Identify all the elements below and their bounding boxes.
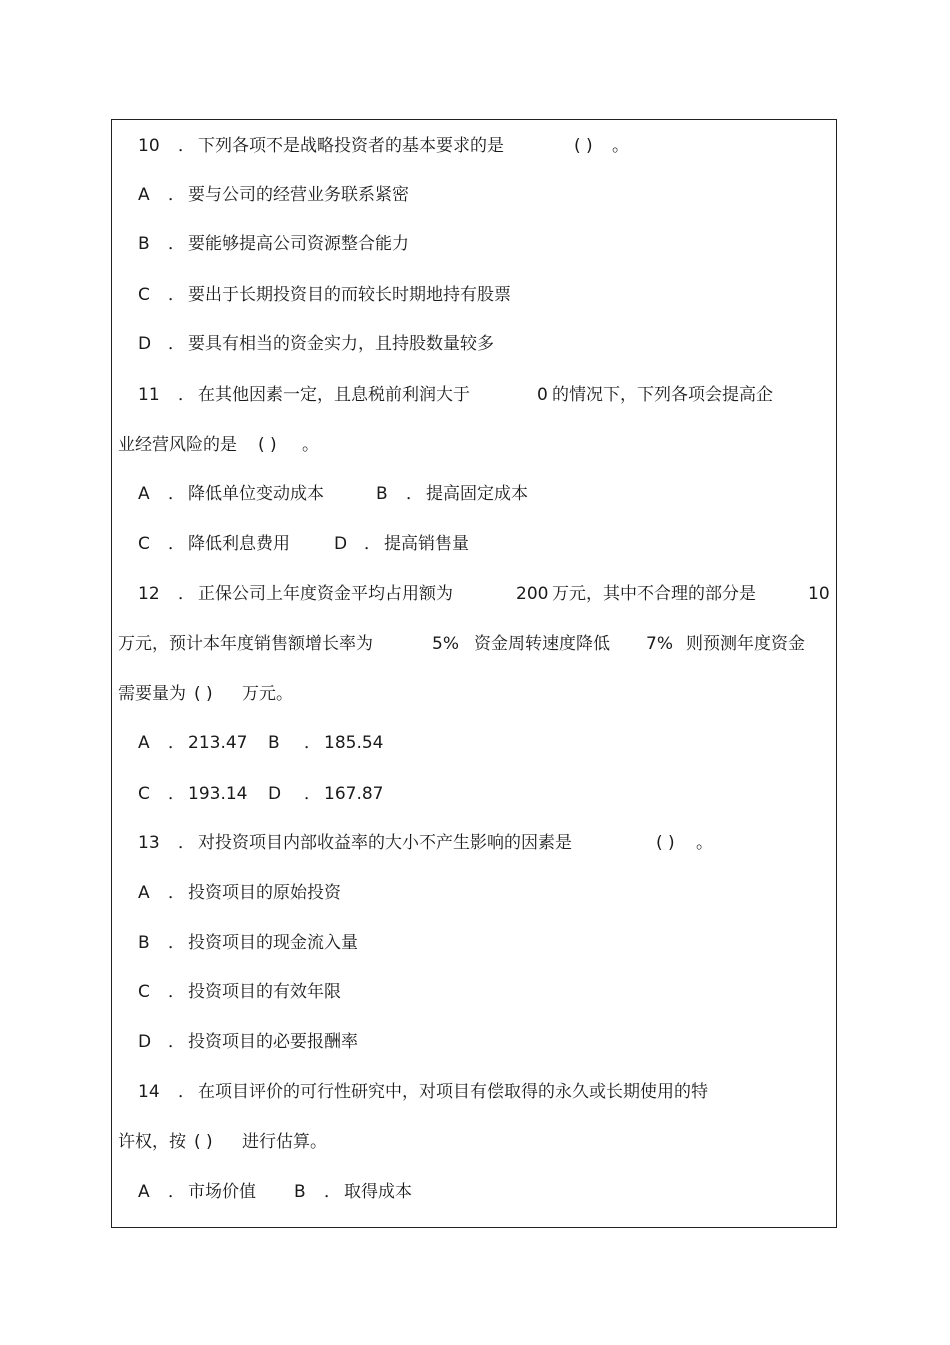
option-letter: A xyxy=(138,185,150,205)
question-text: 资金周转速度降低 xyxy=(474,634,610,654)
option-letter: A xyxy=(138,484,150,504)
option-text: 降低利息费用 xyxy=(188,534,290,554)
option-text: 要与公司的经营业务联系紧密 xyxy=(188,185,409,205)
question-text: 需要量为 xyxy=(118,684,186,704)
question-text: 业经营风险的是 xyxy=(118,435,237,455)
dot: ． xyxy=(406,484,423,504)
dot: ． xyxy=(168,534,185,554)
option-text: 213.47 xyxy=(188,733,248,753)
question-text: 在其他因素一定，且息税前利润大于 xyxy=(198,385,470,405)
option-letter: C xyxy=(138,534,150,554)
option-text: 167.87 xyxy=(324,784,384,804)
option-text: 要出于长期投资目的而较长时期地持有股票 xyxy=(188,285,511,305)
dot: ． xyxy=(168,334,185,354)
dot: ． xyxy=(168,484,185,504)
question-number: 10 xyxy=(138,136,160,156)
dot: ． xyxy=(178,136,195,156)
option-text: 提高固定成本 xyxy=(426,484,528,504)
option-text: 要能够提高公司资源整合能力 xyxy=(188,234,409,254)
question-text: 则预测年度资金 xyxy=(686,634,805,654)
option-letter: A xyxy=(138,1182,150,1202)
dot: ． xyxy=(168,883,185,903)
dot: ． xyxy=(168,784,185,804)
question-number: 13 xyxy=(138,833,160,853)
dot: ． xyxy=(324,1182,341,1202)
dot: ． xyxy=(168,982,185,1002)
option-letter: B xyxy=(376,484,388,504)
sentence-end: 。 xyxy=(612,136,629,156)
option-letter: D xyxy=(268,784,282,804)
dot: ． xyxy=(168,1182,185,1202)
question-text: 万元，预计本年度销售额增长率为 xyxy=(118,634,373,654)
question-number: 11 xyxy=(138,385,160,405)
option-letter: C xyxy=(138,982,150,1002)
question-text: 的情况下，下列各项会提高企 xyxy=(552,385,773,405)
option-letter: D xyxy=(334,534,348,554)
option-letter: B xyxy=(294,1182,306,1202)
question-value: 7% xyxy=(646,634,673,654)
question-text: 下列各项不是战略投资者的基本要求的是 xyxy=(198,136,504,156)
option-text: 降低单位变动成本 xyxy=(188,484,324,504)
question-value: 10 xyxy=(808,584,830,604)
question-value: 200 xyxy=(516,584,549,604)
option-text: 取得成本 xyxy=(344,1182,412,1202)
question-number: 12 xyxy=(138,584,160,604)
question-value: 0 xyxy=(537,385,548,405)
dot: ． xyxy=(364,534,381,554)
option-letter: D xyxy=(138,334,152,354)
dot: ． xyxy=(178,1082,195,1102)
option-text: 投资项目的有效年限 xyxy=(188,982,341,1002)
question-text: 许权，按 xyxy=(118,1132,186,1152)
question-text: 万元，其中不合理的部分是 xyxy=(552,584,756,604)
option-text: 市场价值 xyxy=(188,1182,256,1202)
dot: ． xyxy=(304,784,321,804)
question-number: 14 xyxy=(138,1082,160,1102)
option-text: 投资项目的现金流入量 xyxy=(188,933,358,953)
sentence-end: 。 xyxy=(302,435,319,455)
option-text: 提高销售量 xyxy=(384,534,469,554)
option-letter: A xyxy=(138,733,150,753)
option-text: 投资项目的必要报酬率 xyxy=(188,1032,358,1052)
dot: ． xyxy=(304,733,321,753)
dot: ． xyxy=(168,185,185,205)
answer-blank: ( ) xyxy=(258,435,277,455)
option-text: 要具有相当的资金实力，且持股数量较多 xyxy=(188,334,494,354)
answer-blank: ( ) xyxy=(194,1132,213,1152)
dot: ． xyxy=(178,584,195,604)
dot: ． xyxy=(178,385,195,405)
option-letter: B xyxy=(138,933,150,953)
option-letter: A xyxy=(138,883,150,903)
sentence-end: 。 xyxy=(696,833,713,853)
option-letter: C xyxy=(138,784,150,804)
question-text: 进行估算。 xyxy=(242,1132,327,1152)
option-letter: C xyxy=(138,285,150,305)
dot: ． xyxy=(178,833,195,853)
option-letter: B xyxy=(138,234,150,254)
option-letter: B xyxy=(268,733,280,753)
option-text: 193.14 xyxy=(188,784,248,804)
answer-blank: ( ) xyxy=(574,136,593,156)
dot: ． xyxy=(168,1032,185,1052)
option-text: 投资项目的原始投资 xyxy=(188,883,341,903)
question-text: 正保公司上年度资金平均占用额为 xyxy=(198,584,453,604)
dot: ． xyxy=(168,234,185,254)
question-text: 万元。 xyxy=(242,684,293,704)
dot: ． xyxy=(168,933,185,953)
question-text: 对投资项目内部收益率的大小不产生影响的因素是 xyxy=(198,833,572,853)
dot: ． xyxy=(168,733,185,753)
answer-blank: ( ) xyxy=(194,684,213,704)
dot: ． xyxy=(168,285,185,305)
document-frame xyxy=(111,119,837,1228)
question-value: 5% xyxy=(432,634,459,654)
question-text: 在项目评价的可行性研究中，对项目有偿取得的永久或长期使用的特 xyxy=(198,1082,708,1102)
option-letter: D xyxy=(138,1032,152,1052)
answer-blank: ( ) xyxy=(656,833,675,853)
option-text: 185.54 xyxy=(324,733,384,753)
